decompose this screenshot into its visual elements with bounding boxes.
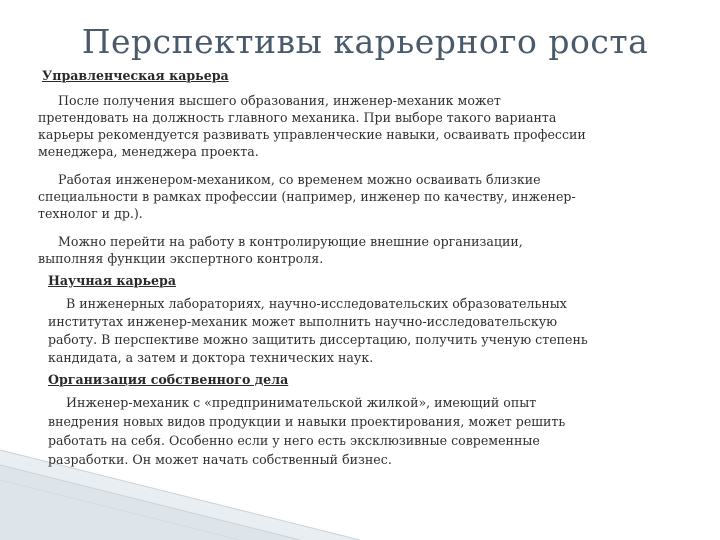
paragraph-line: карьеры рекомендуется развивать управленческие навыки, осваивать профессии [38,127,586,142]
section-heading-science: Научная карьера [48,273,176,288]
paragraph-line: институтах инженер-механик может выполнить научно-исследовательскую [48,314,558,329]
paragraph-line: внедрения новых видов продукции и навыки проектирования, может решить [48,414,566,429]
paragraph-line: После получения высшего образования, инженер-механик может [58,93,501,108]
paragraph-line: работать на себя. Особенно если у него есть эксклюзивные современные [48,433,540,448]
paragraph-line: Можно перейти на работу в контролирующие внешние организации, [58,234,523,249]
paragraph-line: специальности в рамках профессии (например, инженер по качеству, инженер- [38,189,576,204]
paragraph-line: технолог и др.). [38,206,143,221]
paragraph-line: Инженер-механик с «предпринимательской жилкой», имеющий опыт [66,395,537,410]
paragraph-line: кандидата, а затем и доктора технических наук. [48,350,374,365]
section-heading-management: Управленческая карьера [42,68,229,83]
paragraph-line: претендовать на должность главного механика. При выборе такого варианта [38,110,557,125]
paragraph-line: выполняя функции экспертного контроля. [38,251,324,266]
page-title: Перспективы карьерного роста [81,22,649,61]
paragraph-line: Работая инженером-механиком, со временем можно осваивать близкие [58,172,541,187]
paragraph-line: работу. В перспективе можно защитить диссертацию, получить ученую степень [48,332,588,347]
section-heading-business: Организация собственного дела [48,372,289,387]
paragraph-line: В инженерных лабораториях, научно-исследовательских образовательных [66,296,567,311]
paragraph-line: менеджера, менеджера проекта. [38,144,259,159]
paragraph-line: разработки. Он может начать собственный бизнес. [48,452,392,467]
